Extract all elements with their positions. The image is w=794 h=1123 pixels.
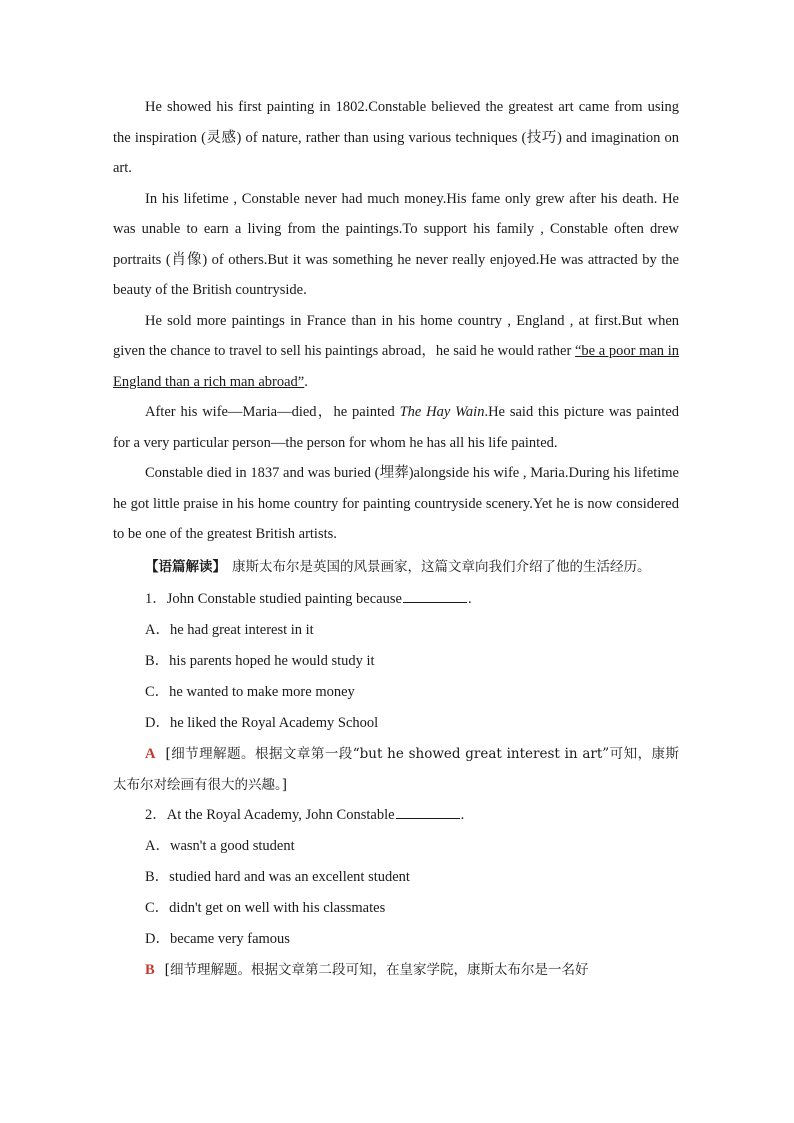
passage-paragraph-4 (113, 397, 679, 458)
document-page (113, 92, 679, 986)
question-stem-end: . (467, 591, 472, 607)
analysis-title: 【语篇解读】 (145, 558, 226, 575)
option-c: C．didn't get on well with his classmates (145, 900, 386, 916)
passage-paragraph-3 (113, 306, 679, 398)
option-b: B．his parents hoped he would study it (145, 653, 375, 669)
explanation-text: [细节理解题。根据文章第一段“but he showed great interest in art”可知，康斯太布尔对绘画有很大的兴趣。] (113, 746, 679, 793)
passage-analysis (113, 552, 679, 583)
question-stem-text: 1．John Constable studied painting because (145, 591, 402, 607)
passage-paragraph-5: Constable died in 1837 and was buried (埋葬)alongside his wife , Maria.During his lifetime he got little praise in his home country for painting countryside scenery.Yet he is now considered to be one of the greatest British artists. (113, 465, 679, 542)
quoted-sentence: “be a poor man in England than a rich man abroad” (113, 343, 679, 390)
explanation-text: [细节理解题。根据文章第二段可知，在皇家学院，康斯太布尔是一名好 (164, 962, 589, 978)
paragraph-4-end: .He said this picture was painted for a very particular person—the person for whom he has all his life painted. (113, 404, 680, 451)
passage-paragraph-2: In his lifetime , Constable never had much money.His fame only grew after his death. He was unable to earn a living from the paintings.To support his family , Constable often drew portraits (肖像) of others.But it was something he never really enjoyed.He was attracted by the beauty of the British countryside. (113, 190, 679, 298)
answer-explanation (113, 955, 679, 986)
question-1 (113, 584, 679, 800)
answer-explanation (113, 739, 679, 800)
question-stem (113, 800, 679, 831)
analysis-text: 康斯太布尔是英国的风景画家，这篇文章向我们介绍了他的生活经历。 (232, 558, 651, 575)
answer-blank (403, 588, 467, 603)
passage-paragraph-1: He showed his first painting in 1802.Constable believed the greatest art came from using the inspiration (灵感) of nature, rather than using various techniques (技巧) and imagination on art. (113, 99, 679, 176)
answer-letter: B (145, 962, 155, 978)
option-b: B．studied hard and was an excellent student (145, 869, 410, 885)
paragraph-3-text: He sold more paintings in France than in his home country , England , at first.But when given the chance to travel to sell his paintings abroad，he said he would rather (113, 312, 679, 359)
question-stem-end: . (460, 807, 465, 823)
answer-letter: A (145, 746, 156, 762)
paragraph-4-text: After his wife—Maria—died，he painted (145, 404, 400, 420)
question-stem (113, 584, 679, 615)
question-stem-text: 2．At the Royal Academy, John Constable (145, 807, 395, 823)
option-a: A．wasn't a good student (145, 838, 295, 854)
option-d: D．became very famous (145, 931, 290, 947)
option-a: A．he had great interest in it (145, 622, 314, 638)
paragraph-3-end: . (304, 373, 308, 390)
answer-blank (396, 804, 460, 819)
option-c: C．he wanted to make more money (145, 684, 355, 700)
painting-title: The Hay Wain (399, 404, 485, 420)
question-2 (113, 800, 679, 986)
option-d: D．he liked the Royal Academy School (145, 715, 379, 731)
